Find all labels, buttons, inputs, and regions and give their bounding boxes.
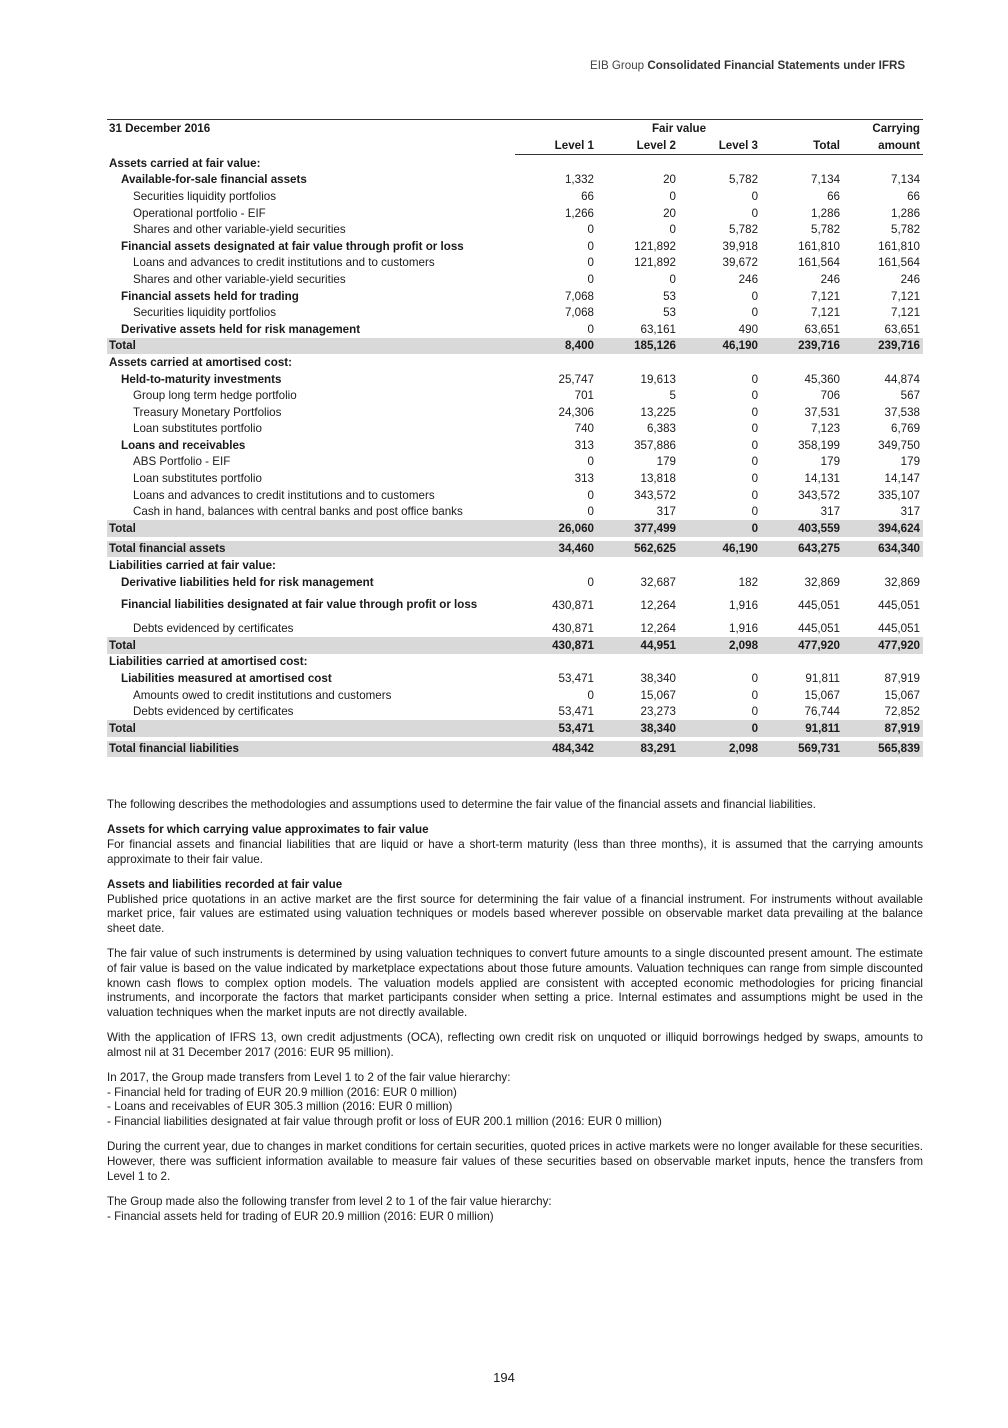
row-label: Amounts owed to credit institutions and customers [133,688,392,702]
cell-value: 13,818 [640,472,676,486]
cell-value: 565,839 [843,741,923,758]
cell-value: 430,871 [552,598,594,612]
cell-value: 0 [587,488,594,502]
table-row [107,421,923,438]
ifrs13-paragraph: With the application of IFRS 13, own credit adjustments (OCA), reflecting own credit risk on unquoted or illiquid borrowings hedged by swaps, amounts to almost nil at 31 December 2017 (2016: EUR 95 million). [107,1031,923,1059]
row-label: Treasury Monetary Portfolios [133,405,282,419]
intro-paragraph: The following describes the methodologies and assumptions used to determine the fair value of the financial assets and financial liabilities. [107,798,816,811]
cell-value [597,654,679,671]
col-level3: Level 3 [679,136,761,155]
cell-value: 38,340 [640,672,676,686]
header-title: Consolidated Financial Statements under IFRS [647,59,906,72]
cell-value: 161,810 [798,239,841,253]
table-row [107,172,923,189]
cell-value [843,654,923,671]
cell-value: 239,716 [843,338,923,355]
cell-value: 44,874 [884,372,921,386]
cell-value: 701 [574,389,594,403]
cell-value: 53,471 [558,672,594,686]
recorded-heading: Assets and liabilities recorded at fair value [107,877,343,891]
cell-value: 0 [587,505,594,519]
cell-value: 32,687 [640,575,676,589]
cell-value: 445,051 [798,598,841,612]
cell-value: 83,291 [597,741,679,758]
table-date-label: 31 December 2016 [107,120,515,137]
row-label: Loans and advances to credit institutions and to customers [133,256,435,270]
col-level2: Level 2 [597,136,679,155]
carrying-paragraph: For financial assets and financial liabilities that are liquid or have a short-term maturity (less than three months), it is assumed that the carrying amounts approximate to their fair value. [107,837,923,866]
cell-value: 37,538 [884,405,921,419]
cell-value: 179 [820,455,841,469]
cell-value: 53 [663,289,676,303]
cell-value: 2,098 [679,741,761,758]
cell-value: 246 [738,272,759,286]
cell-value [515,354,597,371]
cell-value: 569,731 [761,741,843,758]
cell-value [843,354,923,371]
cell-value: 53,471 [558,705,594,719]
cell-value: 63,651 [884,322,921,336]
table-row [107,703,923,720]
cell-value: 44,951 [597,637,679,654]
fair-value-table [107,119,923,757]
cell-value: 63,651 [804,322,841,336]
cell-value: 0 [751,455,759,469]
cell-value: 0 [587,455,594,469]
cell-value: 567 [900,389,921,403]
row-label: Available-for-sale financial assets [121,173,307,187]
cell-value: 13,225 [640,405,676,419]
cell-value: 1,916 [729,622,759,636]
cell-value [843,155,923,172]
col-total: Total [761,136,843,155]
fair-value-heading: Fair value [597,120,761,137]
cell-value: 477,920 [761,637,843,654]
cell-value: 0 [587,688,594,702]
table-row [107,620,923,637]
cell-value: 343,572 [634,488,676,502]
cell-value [515,155,597,172]
cell-value: 87,919 [843,720,923,737]
cell-value: 7,068 [564,306,594,320]
row-label: Securities liquidity portfolios [133,189,277,203]
table-row [107,205,923,222]
cell-value: 72,852 [884,705,921,719]
cell-value: 0 [751,206,759,220]
table-row [107,590,923,620]
cell-value: 0 [669,223,676,237]
cell-value: 32,869 [804,575,841,589]
row-label: Assets carried at fair value: [109,156,261,170]
cell-value: 7,134 [811,173,841,187]
cell-value [761,155,843,172]
cell-value: 7,134 [891,173,921,187]
cell-value: 484,342 [515,741,597,758]
recorded-paragraph: Published price quotations in an active market are the first source for determining the fair value of a financial instrument. For instruments without available market price, fair values are estimated using valuation techniques or models based wherever possible on observable market data prevailing at the balance sheet date. [107,892,923,935]
cell-value: 2,098 [679,637,761,654]
cell-value: 15,067 [884,688,921,702]
cell-value: 239,716 [761,338,843,355]
table-row [107,687,923,704]
cell-value: 161,564 [798,256,841,270]
cell-value: 1,286 [811,206,841,220]
methodology-text [107,798,923,1235]
cell-value: 39,672 [722,256,759,270]
carrying-heading: Assets for which carrying value approximates to fair value [107,823,429,837]
cell-value: 0 [751,438,759,452]
transfer-line: - Financial assets held for trading of EUR 20.9 million (2016: EUR 0 million) [107,1209,494,1223]
cell-value: 1,916 [729,598,759,612]
row-label: Total [107,338,515,355]
cell-value: 66 [907,189,921,203]
cell-value: 0 [751,672,759,686]
cell-value: 0 [751,705,759,719]
cell-value: 76,744 [804,705,841,719]
table-row [107,404,923,421]
valuation-paragraph: The fair value of such instruments is determined by using valuation techniques to convert future amounts to a single discounted present amount. The estimate of fair value is based on the value indicated by marketplace expectations about those future amounts. Valuation techniques can range from simple discounted known cash flows to complex option models. The valuation models applied are consistent with accepted economic methodologies for pricing financial instruments, and incorporate the factors that market participants consider when setting a price. Internal estimates and assumptions might be used in the valuation techniques when the market inputs are not directly available. [107,947,923,1019]
cell-value: 161,564 [878,256,921,270]
cell-value: 1,266 [564,206,594,220]
row-label: ABS Portfolio - EIF [133,455,231,469]
cell-value: 53,471 [515,720,597,737]
cell-value: 6,383 [646,422,676,436]
cell-value: 0 [679,520,761,537]
transfer-line: The Group made also the following transfer from level 2 to 1 of the fair value hierarchy: [107,1194,552,1208]
cell-value: 20 [663,173,676,187]
table-row [107,637,923,654]
row-label: Financial assets designated at fair value through profit or loss [121,239,464,253]
cell-value: 5,782 [811,223,841,237]
cell-value: 335,107 [878,488,921,502]
cell-value: 0 [751,189,759,203]
table-row [107,387,923,404]
row-label: Loan substitutes portfolio [133,472,262,486]
carrying-heading-1: Carrying [843,120,923,137]
cell-value: 26,060 [515,520,597,537]
cell-value: 0 [669,189,676,203]
cell-value: 121,892 [634,239,676,253]
cell-value: 185,126 [597,338,679,355]
cell-value: 445,051 [878,598,921,612]
cell-value [761,654,843,671]
cell-value: 317 [900,505,921,519]
cell-value: 643,275 [761,541,843,558]
table-row [107,654,923,671]
cell-value: 349,750 [878,438,921,452]
cell-value: 121,892 [634,256,676,270]
table-row [107,155,923,172]
row-label: Liabilities carried at amortised cost: [109,655,308,669]
transfer-line: In 2017, the Group made transfers from Level 1 to 2 of the fair value hierarchy: [107,1071,511,1085]
table-row [107,520,923,537]
header-prefix: EIB Group [590,59,645,72]
cell-value: 1,332 [564,173,594,187]
row-label: Shares and other variable-yield securities [133,272,346,286]
cell-value: 0 [751,488,759,502]
table-row [107,670,923,687]
cell-value: 0 [669,272,676,286]
cell-value: 5 [669,389,676,403]
cell-value: 45,360 [804,372,841,386]
table-row [107,557,923,574]
cell-value: 445,051 [798,622,841,636]
cell-value: 63,161 [640,322,676,336]
table-row [107,304,923,321]
table-row [107,503,923,520]
row-label: Loans and advances to credit institutions and to customers [133,488,435,502]
cell-value: 179 [900,455,921,469]
cell-value [761,354,843,371]
table-row [107,288,923,305]
cell-value: 46,190 [679,541,761,558]
table-row [107,238,923,255]
transfers-l1-l2 [107,1071,923,1130]
row-label: Derivative liabilities held for risk management [121,575,374,589]
recorded-section [107,878,923,937]
cell-value: 5,782 [891,223,921,237]
market-conditions-paragraph: During the current year, due to changes in market conditions for certain securities, quoted prices in active markets were no longer available for these securities. However, there was sufficient information available to measure fair values of these securities based on observable market inputs, hence the transfers from Level 1 to 2. [107,1140,923,1183]
cell-value: 7,121 [891,306,921,320]
table-row [107,574,923,591]
cell-value: 0 [587,272,594,286]
row-label: Held-to-maturity investments [121,372,282,386]
cell-value: 0 [751,505,759,519]
cell-value: 0 [751,306,759,320]
transfer-line: - Loans and receivables of EUR 305.3 million (2016: EUR 0 million) [107,1100,453,1114]
cell-value: 14,147 [884,472,921,486]
row-label: Total [107,720,515,737]
cell-value: 5,782 [729,173,759,187]
cell-value: 5,782 [729,223,759,237]
table-row [107,470,923,487]
cell-value: 46,190 [679,338,761,355]
cell-value: 403,559 [761,520,843,537]
transfer-line: - Financial liabilities designated at fair value through profit or loss of EUR 200.1 million (2016: EUR 0 million) [107,1115,662,1129]
cell-value: 634,340 [843,541,923,558]
row-label: Debts evidenced by certificates [133,622,294,636]
cell-value: 740 [574,422,594,436]
cell-value: 246 [820,272,841,286]
row-label: Group long term hedge portfolio [133,389,297,403]
cell-value: 343,572 [798,488,841,502]
row-label: Securities liquidity portfolios [133,306,277,320]
cell-value: 0 [679,720,761,737]
cell-value: 477,920 [843,637,923,654]
cell-value: 0 [587,575,594,589]
cell-value: 53 [663,306,676,320]
table-row [107,321,923,338]
cell-value: 0 [751,389,759,403]
table-row [107,720,923,737]
cell-value: 0 [587,223,594,237]
cell-value: 313 [574,438,594,452]
cell-value: 34,460 [515,541,597,558]
cell-value: 19,613 [640,372,676,386]
row-label: Derivative assets held for risk management [121,322,361,336]
table-row [107,255,923,272]
cell-value: 246 [900,272,921,286]
page-header [590,59,905,72]
cell-value: 15,067 [804,688,841,702]
cell-value: 91,811 [805,672,841,686]
row-label: Financial liabilities designated at fair value through profit or loss [121,598,478,612]
cell-value: 7,068 [564,289,594,303]
table-row [107,437,923,454]
cell-value: 313 [574,472,594,486]
row-label: Total financial assets [107,541,515,558]
cell-value [761,557,843,574]
cell-value: 14,131 [804,472,841,486]
cell-value [597,155,679,172]
cell-value: 358,199 [798,438,841,452]
cell-value: 0 [751,688,759,702]
cell-value: 0 [751,472,759,486]
transfer-line: - Financial held for trading of EUR 20.9 million (2016: EUR 0 million) [107,1085,457,1099]
cell-value: 38,340 [597,720,679,737]
cell-value [679,557,761,574]
cell-value: 317 [820,505,841,519]
cell-value: 7,121 [891,289,921,303]
cell-value: 12,264 [640,598,676,612]
cell-value: 445,051 [878,622,921,636]
cell-value: 430,871 [515,637,597,654]
carrying-heading-2: amount [843,136,923,155]
cell-value: 12,264 [640,622,676,636]
cell-value: 0 [587,322,594,336]
cell-value: 24,306 [558,405,594,419]
table-row [107,271,923,288]
cell-value: 317 [656,505,676,519]
cell-value [679,155,761,172]
row-label: Assets carried at amortised cost: [109,355,292,369]
cell-value: 1,286 [891,206,921,220]
cell-value: 37,531 [804,405,841,419]
cell-value: 7,121 [811,289,841,303]
cell-value: 66 [581,189,594,203]
cell-value: 0 [587,256,594,270]
cell-value: 394,624 [843,520,923,537]
cell-value [597,354,679,371]
cell-value [679,354,761,371]
cell-value: 23,273 [640,705,676,719]
table-row [107,541,923,558]
cell-value: 179 [656,455,676,469]
cell-value: 182 [738,575,759,589]
cell-value: 25,747 [558,372,594,386]
row-label: Liabilities carried at fair value: [109,559,276,573]
cell-value: 66 [827,189,841,203]
cell-value [515,654,597,671]
table-row [107,221,923,238]
row-label: Total [107,520,515,537]
cell-value: 357,886 [634,438,676,452]
cell-value: 87,919 [884,672,921,686]
row-label: Liabilities measured at amortised cost [121,672,332,686]
cell-value [597,557,679,574]
table-row [107,487,923,504]
row-label: Financial assets held for trading [121,289,299,303]
row-label: Total financial liabilities [107,741,515,758]
row-label: Loans and receivables [121,438,246,452]
table-row [107,371,923,388]
col-level1: Level 1 [515,136,597,155]
row-label: Total [107,637,515,654]
cell-value: 7,123 [811,422,841,436]
row-label: Cash in hand, balances with central banks and post office banks [133,505,463,519]
table-row [107,338,923,355]
cell-value: 0 [751,372,759,386]
cell-value: 0 [751,422,759,436]
cell-value: 0 [587,239,594,253]
cell-value [515,557,597,574]
transfers-l2-l1 [107,1195,923,1224]
table-row [107,354,923,371]
cell-value: 161,810 [878,239,921,253]
cell-value: 706 [820,389,841,403]
table-row [107,188,923,205]
table-row [107,454,923,471]
cell-value [843,557,923,574]
page-number: 194 [493,1370,515,1385]
carrying-section [107,823,923,867]
cell-value: 0 [751,405,759,419]
table-row [107,741,923,758]
cell-value: 7,121 [811,306,841,320]
cell-value: 91,811 [761,720,843,737]
cell-value: 490 [738,322,759,336]
row-label: Operational portfolio - EIF [133,206,266,220]
cell-value: 377,499 [597,520,679,537]
cell-value: 0 [751,289,759,303]
row-label: Debts evidenced by certificates [133,705,294,719]
cell-value: 562,625 [597,541,679,558]
row-label: Loan substitutes portfolio [133,422,262,436]
cell-value: 20 [663,206,676,220]
cell-value: 6,769 [891,422,921,436]
row-label: Shares and other variable-yield securities [133,223,346,237]
cell-value: 32,869 [884,575,921,589]
cell-value: 430,871 [552,622,594,636]
cell-value: 39,918 [722,239,759,253]
cell-value: 8,400 [515,338,597,355]
cell-value: 15,067 [640,688,676,702]
cell-value [679,654,761,671]
